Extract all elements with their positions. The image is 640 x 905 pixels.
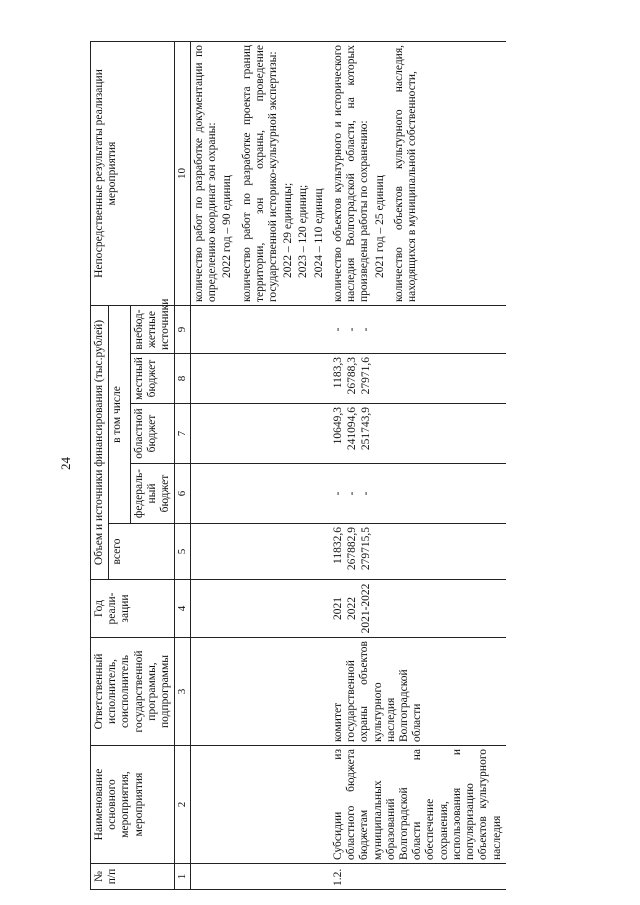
result-text: 2021 год – 25 единиц <box>373 175 386 278</box>
value: - <box>331 491 344 496</box>
header-funding: Объем и источники финансирования (тыс.рублей) <box>91 306 109 580</box>
header-executor: Ответственный исполнитель, соисполнитель государственной программы, подпрограммы <box>91 638 175 746</box>
col-number: 4 <box>175 580 191 638</box>
col-number: 7 <box>175 404 191 464</box>
col-number: 5 <box>175 524 191 580</box>
col-number: 9 <box>175 306 191 354</box>
header-federal: федераль-ный бюджет <box>130 464 175 524</box>
value: 11832,6 <box>331 527 344 564</box>
header-extra: внебюд-жетные источники <box>130 306 175 354</box>
header-regional: областной бюджет <box>130 404 175 464</box>
rotated-table-page <box>90 30 630 890</box>
result-text: 2022 год – 90 единиц <box>221 175 234 278</box>
result-text: 2024 – 110 единиц <box>312 188 325 278</box>
result-text: количество объектов культурного и исторического наследия Волгоградской области, на которых произведены работы по сохранению: <box>331 45 371 302</box>
header-activity-name: Наименование основного мероприятия, мероприятия <box>91 746 175 864</box>
row-extra <box>330 306 506 354</box>
result-text: 2023 – 120 единиц; <box>297 184 310 278</box>
value: 27971,6 <box>360 357 373 395</box>
result-text: количество работ по разработке документации по определению координат зон охраны: <box>192 45 219 302</box>
col-number: 10 <box>175 42 191 306</box>
value: - <box>346 327 359 332</box>
header-row-1 <box>91 42 109 890</box>
header-local: местный бюджет <box>130 354 175 404</box>
page-number: 24 <box>58 457 73 470</box>
row-activity-name: Субсидии из областного бюджета бюджетам муниципальных образований Волгоградской области на обеспечение сохранения, использования и популяризацию объектов культурного наследия <box>330 746 506 864</box>
result-text: 2022 – 29 единицы; <box>282 182 295 278</box>
row-years <box>330 580 506 638</box>
program-activities-table <box>90 41 506 890</box>
header-results: Непосредственные результаты реализации мероприятия <box>91 42 175 306</box>
value: 26788,3 <box>346 357 359 395</box>
row-federal <box>330 464 506 524</box>
header-year: Год реали-зации <box>91 580 175 638</box>
table-row <box>330 42 506 890</box>
row-regional <box>330 404 506 464</box>
col-number: 2 <box>175 746 191 864</box>
year: 2021-2022 <box>360 583 373 634</box>
value: - <box>360 327 373 332</box>
prev-results-cell <box>190 42 329 306</box>
row-number: 1.2. <box>330 864 506 890</box>
value: - <box>360 491 373 496</box>
col-number: 1 <box>175 864 191 890</box>
col-number: 8 <box>175 354 191 404</box>
value: 251743,9 <box>360 407 373 451</box>
value: 241094,6 <box>346 407 359 451</box>
value: 267882,9 <box>346 527 359 571</box>
header-number: № п/п <box>91 864 175 890</box>
row-results <box>330 42 506 306</box>
col-number: 3 <box>175 638 191 746</box>
value: 10649,3 <box>331 407 344 445</box>
value: - <box>346 491 359 496</box>
row-local <box>330 354 506 404</box>
result-text: количество объектов культурного наследия, находящихся в муниципальной собственности, <box>392 45 419 302</box>
header-total: всего <box>109 524 175 580</box>
continuation-row <box>190 42 329 890</box>
row-total <box>330 524 506 580</box>
year: 2022 <box>346 597 359 620</box>
value: - <box>331 327 344 332</box>
value: 279715,5 <box>360 527 373 571</box>
value: 1183,3 <box>331 357 344 389</box>
year: 2021 <box>331 597 344 620</box>
col-number: 6 <box>175 464 191 524</box>
header-incl: в том числе <box>109 306 130 524</box>
row-executor: комитет государственной охраны объектов культурного наследия Волгоградской области <box>330 638 506 746</box>
column-numbers-row <box>175 42 191 890</box>
result-text: количество работ по разработке проекта границ территории, зон охраны, проведение государственной историко-культурной экспертизы: <box>240 45 280 302</box>
